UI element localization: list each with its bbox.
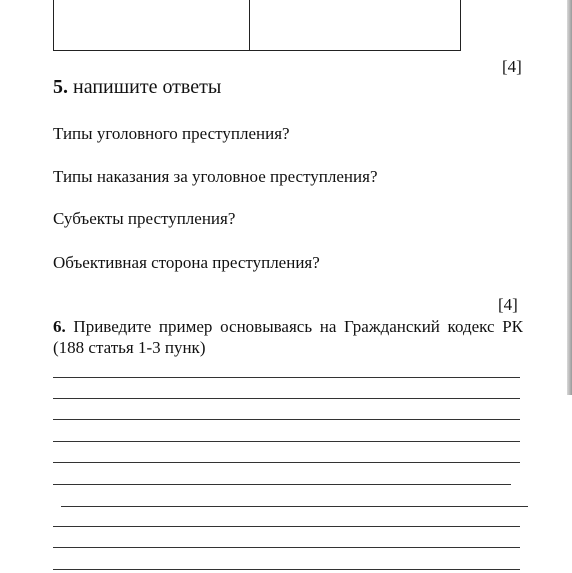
answer-line[interactable] [53,569,520,570]
task6-prompt [53,316,523,358]
answer-line[interactable] [53,484,511,485]
task5-question-1: Типы уголовного преступления? [53,124,290,143]
task6-number: 6. [53,317,66,336]
answer-line[interactable] [53,419,520,420]
task6-text: Приведите пример основываясь на Гражданский кодекс РК (188 статья 1-3 пунк) [53,317,523,357]
task5-question-2: Типы наказания за уголовное преступления? [53,167,378,186]
answer-line[interactable] [53,526,520,527]
task6-score: [4] [498,295,518,314]
answer-line[interactable] [53,398,520,399]
answer-line[interactable] [53,462,520,463]
answer-line[interactable] [53,441,520,442]
answer-table-cell-left [54,0,250,50]
task5-score: [4] [502,57,522,76]
answer-table [53,0,461,51]
task5-number: 5. [53,76,68,98]
answer-line[interactable] [53,377,520,378]
answer-table-cell-right [250,0,460,50]
task5-title: напишите ответы [73,76,222,98]
task5-heading [53,76,221,99]
answer-line[interactable] [53,547,520,548]
task5-question-4: Объективная сторона преступления? [53,253,320,272]
task5-question-3: Субъекты преступления? [53,209,236,228]
answer-line[interactable] [61,506,528,507]
page-edge-shadow [567,0,572,395]
